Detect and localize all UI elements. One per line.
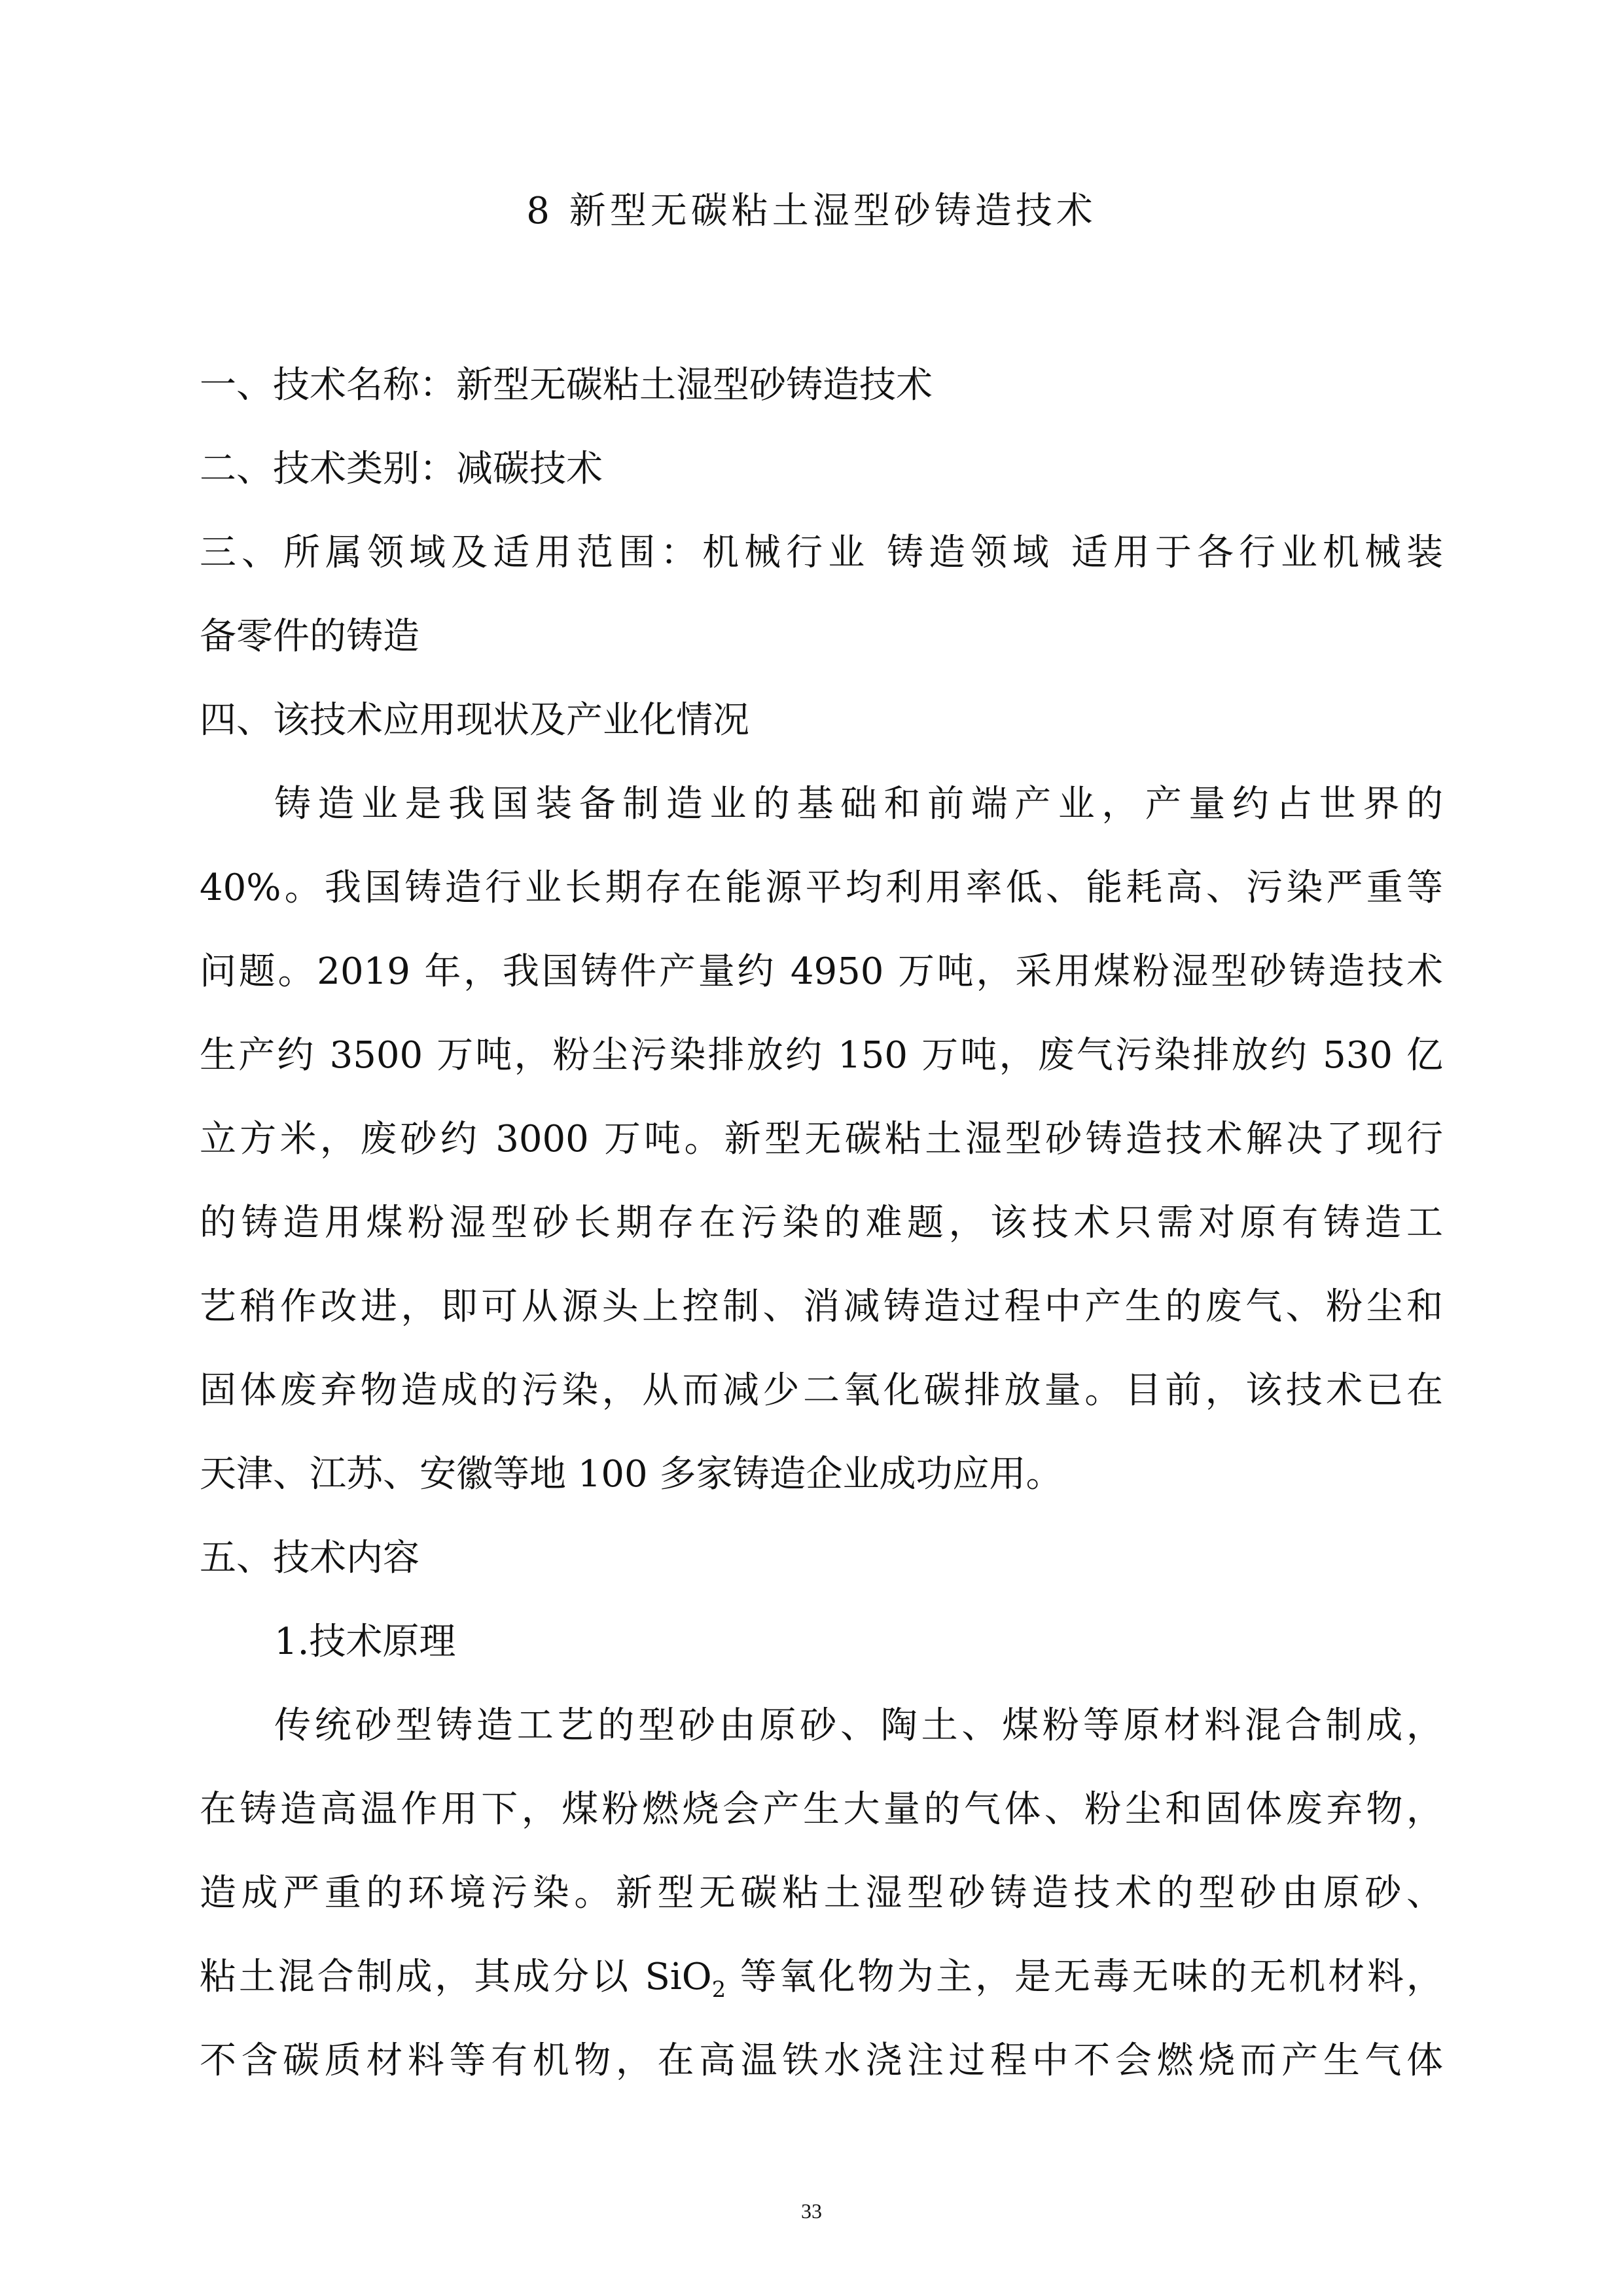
section-four-heading: 四、该技术应用现状及产业化情况 — [200, 699, 749, 742]
section-three-heading-line1: 三、所属领域及适用范围：机械行业 铸造领域 适用于各行业机械装 — [200, 531, 1443, 574]
subsection-heading: 1.技术原理 — [274, 1621, 456, 1663]
section-three-heading-line2: 备零件的铸造 — [200, 615, 419, 658]
paragraph1-line9: 天津、江苏、安徽等地 100 多家铸造企业成功应用。 — [200, 1453, 1063, 1496]
paragraph1-line2: 40%。我国铸造行业长期存在能源平均利用率低、能耗高、污染严重等 — [200, 867, 1443, 909]
paragraph2-line4-after: 等氧化物为主，是无毒无味的无机材料， — [726, 1956, 1443, 1998]
section-two-heading: 二、技术类别：减碳技术 — [200, 448, 603, 490]
paragraph1-line8: 固体废弃物造成的污染，从而减少二氧化碳排放量。目前，该技术已在 — [200, 1369, 1443, 1412]
section-five-heading: 五、技术内容 — [200, 1537, 419, 1579]
paragraph1-line6: 的铸造用煤粉湿型砂长期存在污染的难题，该技术只需对原有铸造工 — [200, 1202, 1443, 1244]
paragraph1-line3: 问题。2019 年，我国铸件产量约 4950 万吨，采用煤粉湿型砂铸造技术 — [200, 950, 1443, 993]
paragraph2-line4-before: 粘土混合制成，其成分以 SiO — [200, 1956, 712, 1998]
paragraph2-line3: 造成严重的环境污染。新型无碳粘土湿型砂铸造技术的型砂由原砂、 — [200, 1872, 1443, 1914]
paragraph1-line4: 生产约 3500 万吨，粉尘污染排放约 150 万吨，废气污染排放约 530 亿 — [200, 1034, 1444, 1077]
paragraph2-line2: 在铸造高温作用下，煤粉燃烧会产生大量的气体、粉尘和固体废弃物， — [200, 1788, 1443, 1831]
paragraph1-line5: 立方米，废砂约 3000 万吨。新型无碳粘土湿型砂铸造技术解决了现行 — [200, 1118, 1443, 1160]
document-title: 8 新型无碳粘土湿型砂铸造技术 — [526, 190, 1097, 232]
section-one-heading: 一、技术名称：新型无碳粘土湿型砂铸造技术 — [200, 364, 933, 406]
paragraph2-line5: 不含碳质材料等有机物，在高温铁水浇注过程中不会燃烧而产生气体 — [200, 2039, 1443, 2082]
paragraph2-line1: 传统砂型铸造工艺的型砂由原砂、陶土、煤粉等原材料混合制成， — [274, 1704, 1443, 1747]
chemical-subscript: 2 — [711, 1977, 726, 2003]
paragraph1-line1: 铸造业是我国装备制造业的基础和前端产业，产量约占世界的 — [274, 783, 1443, 825]
page-number: 33 — [801, 2199, 822, 2223]
paragraph1-line7: 艺稍作改进，即可从源头上控制、消减铸造过程中产生的废气、粉尘和 — [200, 1285, 1443, 1328]
paragraph2-line4 — [200, 1955, 1443, 2003]
